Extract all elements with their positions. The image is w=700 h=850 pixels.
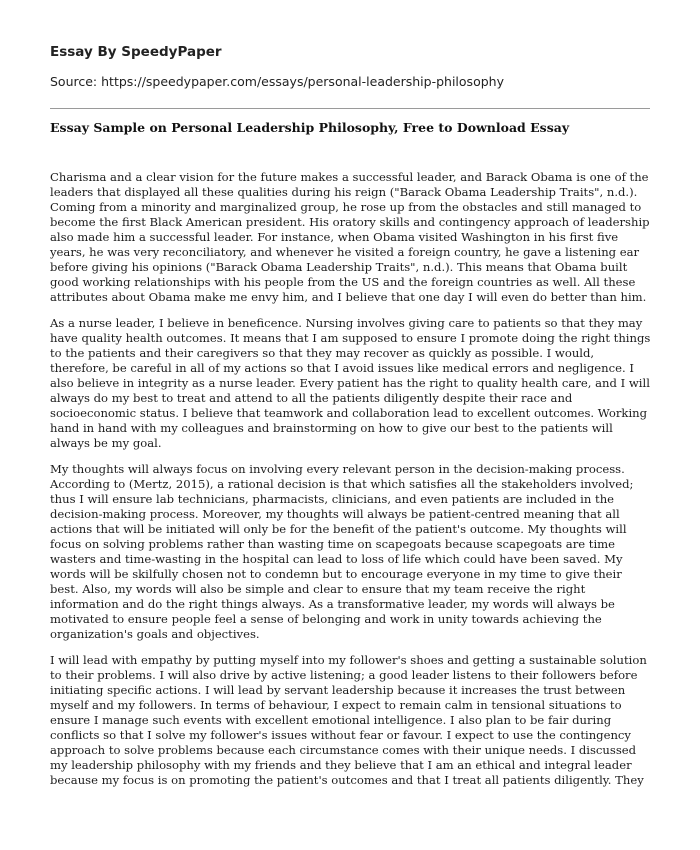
paragraph: Charisma and a clear vision for the future makes a successful leader, and Barack Obama is one of the leaders that displayed all these qualities during his reign ("Barack Obama Leadership Traits", n.d.). Coming from a minority and marginalized group, he rose up from the obstacles and still managed to become the first Black American president. His oratory skills and contingency approach of leadership also made him a successful leader. For instance, when Obama visited Washington in his first five years, he was very reconciliatory, and whenever he visited a foreign country, he gave a listening ear before giving his opinions ("Barack Obama Leadership Traits", n.d.). This means that Obama built good working relationships with his people from the US and the foreign countries as well. All these attributes about Obama make me envy him, and I believe that one day I will even do better than him. xyxy=(50,170,650,304)
essay-body xyxy=(50,170,654,799)
paragraph: As a nurse leader, I believe in beneficence. Nursing involves giving care to patients so that they may have quality health outcomes. It means that I am supposed to ensure I promote doing the right things to the patients and their caregivers so that they may recover as quickly as possible. I would, therefore, be careful in all of my actions so that I avoid issues like medical errors and negligence. I also believe in integrity as a nurse leader. Every patient has the right to quality health care, and I will always do my best to treat and attend to all the patients diligently despite their race and socioeconomic status. I believe that teamwork and collaboration lead to excellent outcomes. Working hand in hand with my colleagues and brainstorming on how to give our best to the patients will always be my goal. xyxy=(50,316,651,450)
source-line: Source: https://speedypaper.com/essays/personal-leadership-philosophy xyxy=(50,74,504,89)
header-divider xyxy=(50,108,650,109)
essay-title: Essay Sample on Personal Leadership Philosophy, Free to Download Essay xyxy=(50,120,570,135)
brand-heading: Essay By SpeedyPaper xyxy=(50,44,222,60)
paragraph: I will lead with empathy by putting myself into my follower's shoes and getting a sustainable solution to their problems. I will also drive by active listening; a good leader listens to their followers before initiating specific actions. I will lead by servant leadership because it increases the trust between myself and my followers. In terms of behaviour, I expect to remain calm in tensional situations to ensure I manage such events with excellent emotional intelligence. I also plan to be fair during conflicts so that I solve my follower's issues without fear or favour. I expect to use the contingency approach to solve problems because each circumstance comes with their unique needs. I discussed my leadership philosophy with my friends and they believe that I am an ethical and integral leader because my focus is on promoting the patient's outcomes and that I treat all patients diligently. They xyxy=(50,653,647,787)
paragraph: My thoughts will always focus on involving every relevant person in the decision-making process. According to (Mertz, 2015), a rational decision is that which satisfies all the stakeholders involved; thus I will ensure lab technicians, pharmacists, clinicians, and even patients are included in the decision-making process. Moreover, my thoughts will always be patient-centred meaning that all actions that will be initiated will only be for the benefit of the patient's outcome. My thoughts will focus on solving problems rather than wasting time on scapegoats because scapegoats are time wasters and time-wasting in the hospital can lead to loss of life which could have been saved. My words will be skilfully chosen not to condemn but to encourage everyone in my time to give their best. Also, my words will also be simple and clear to ensure that my team receive the right information and do the right things always. As a transformative leader, my words will always be motivated to ensure people feel a sense of belonging and work in unity towards achieving the organization's goals and objectives. xyxy=(50,462,634,641)
